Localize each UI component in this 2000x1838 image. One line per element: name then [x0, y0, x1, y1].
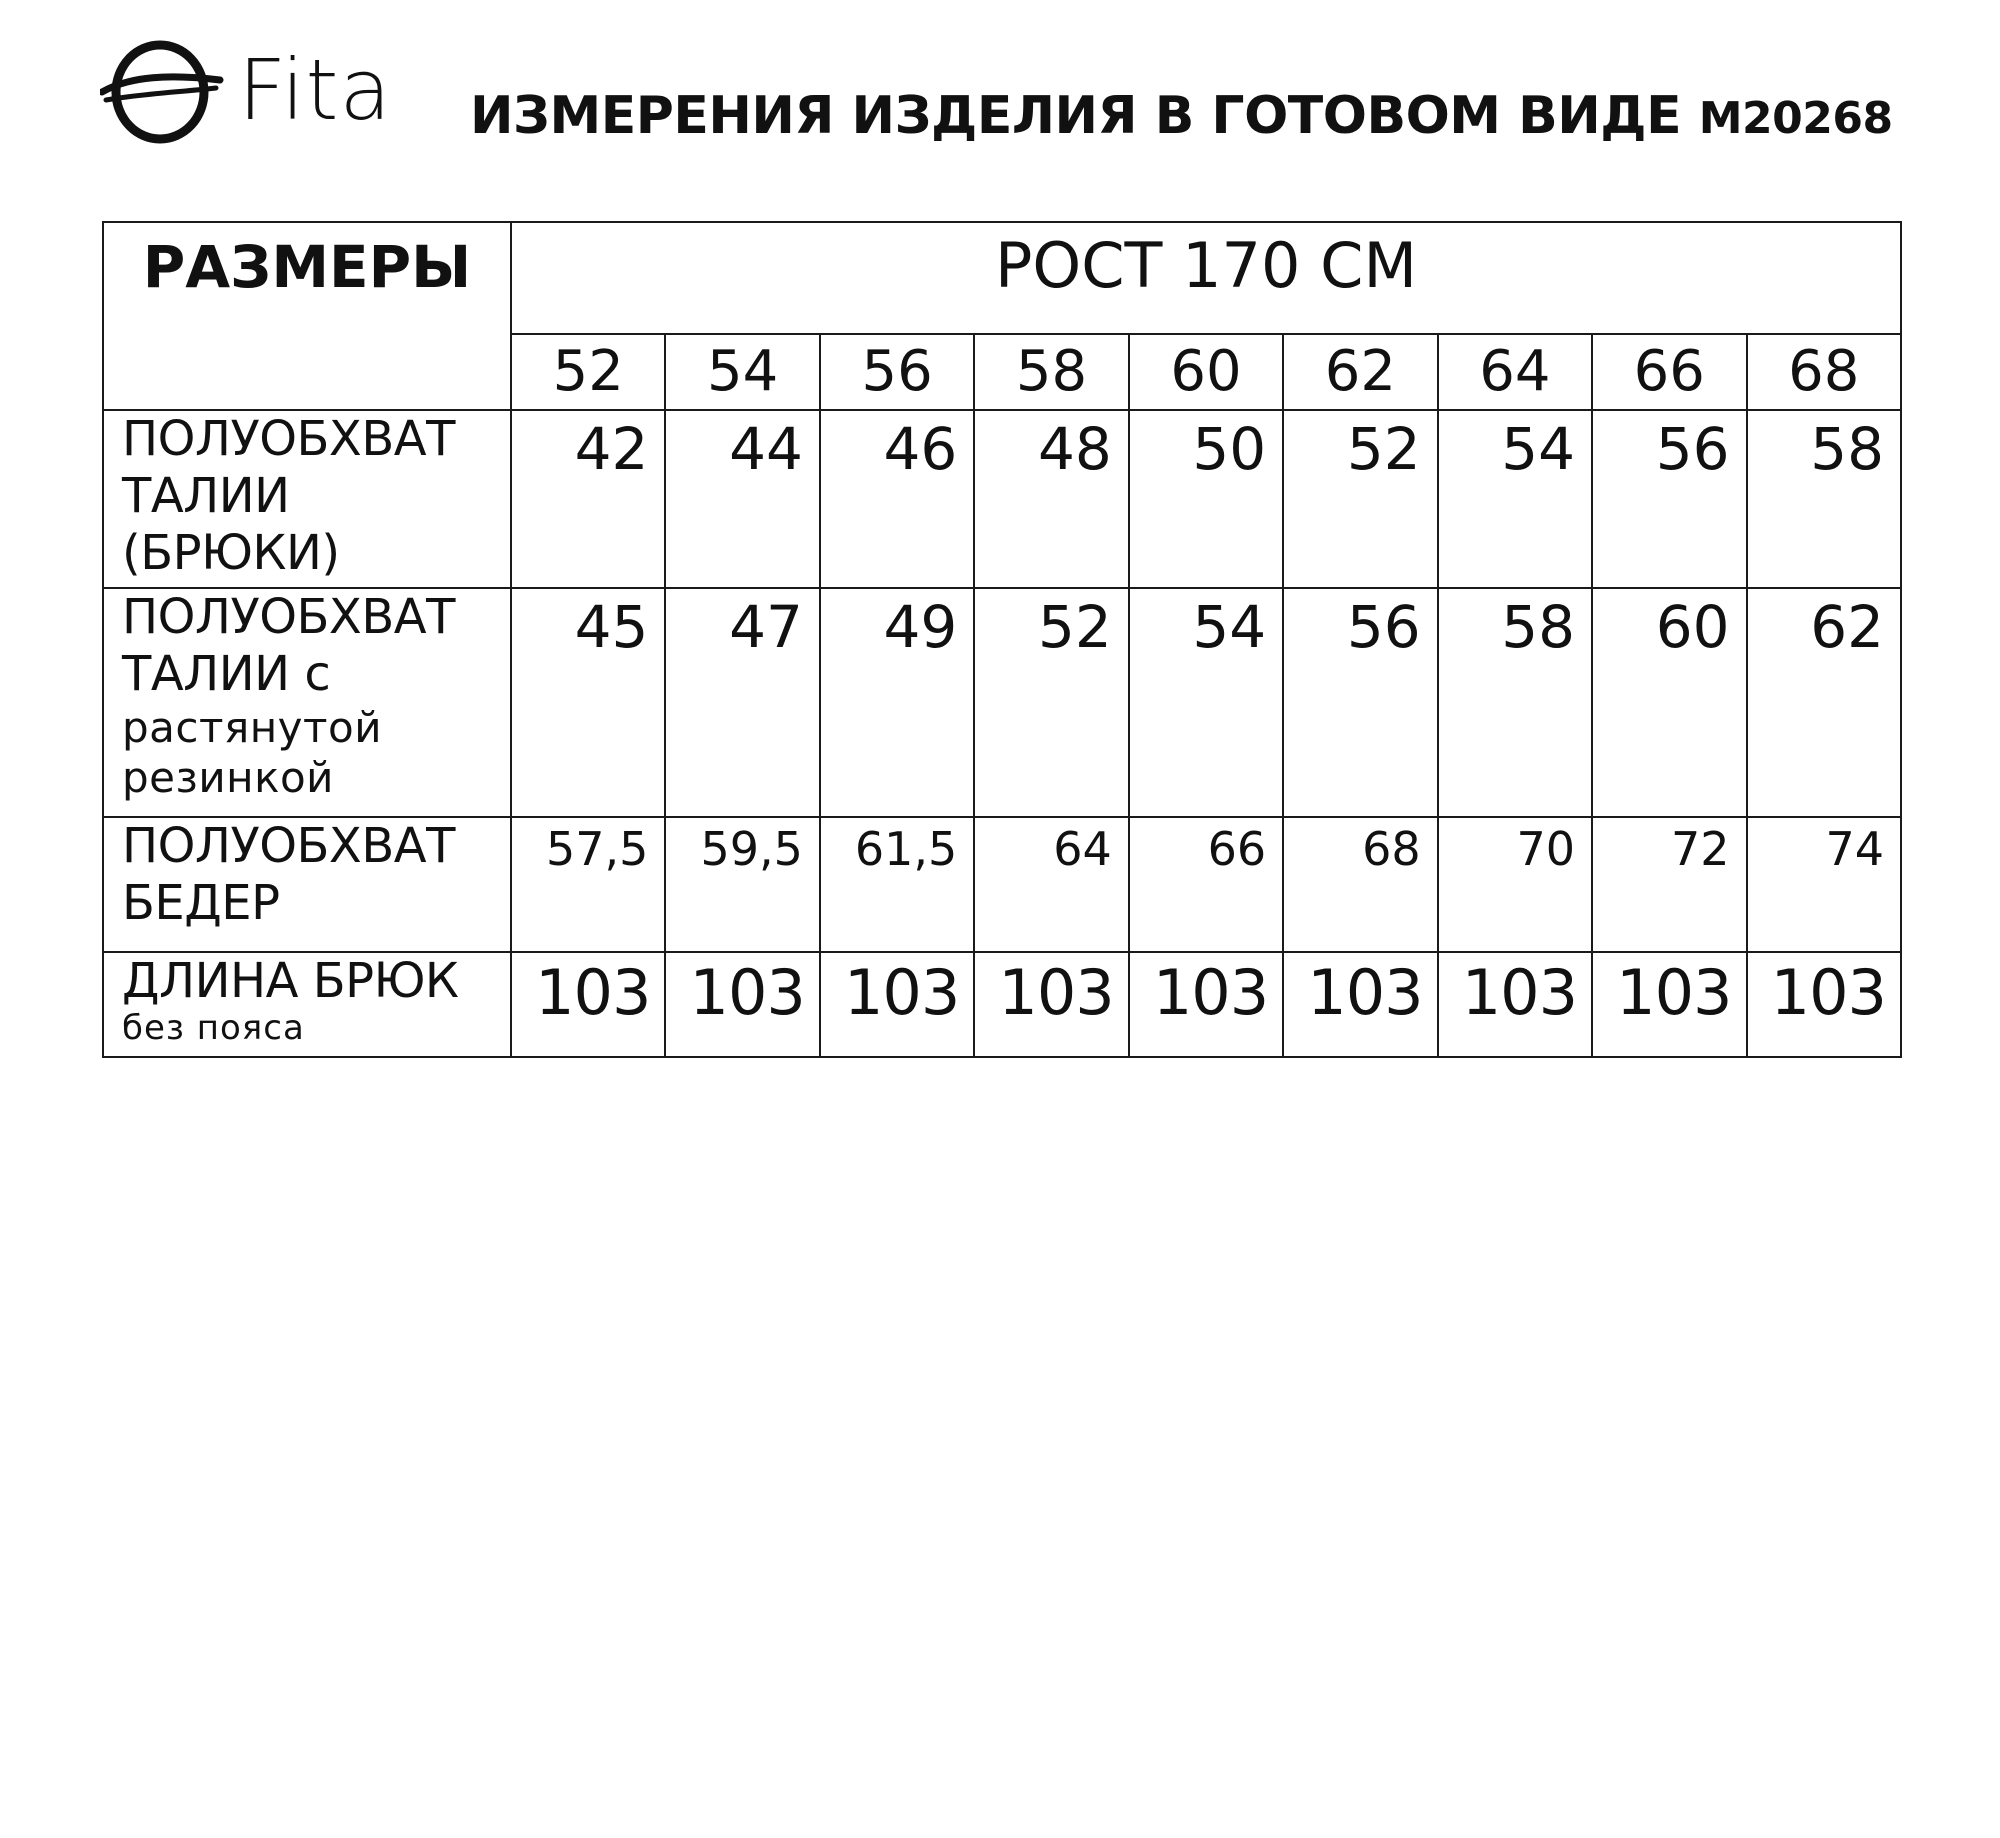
size-header: 68 — [1747, 334, 1902, 410]
model-number: M20268 — [1698, 93, 1893, 144]
table-cell: 72 — [1592, 817, 1746, 952]
table-cell: 47 — [665, 588, 819, 817]
size-header: 56 — [820, 334, 974, 410]
size-chart-table — [102, 221, 1902, 1058]
table-cell: 59,5 — [665, 817, 819, 952]
table-cell: 60 — [1592, 588, 1746, 817]
size-header: 60 — [1129, 334, 1283, 410]
size-header: 58 — [974, 334, 1128, 410]
table-cell: 103 — [820, 952, 974, 1057]
table-cell: 56 — [1592, 410, 1746, 588]
table-cell: 61,5 — [820, 817, 974, 952]
document-title-main: ИЗМЕРЕНИЯ ИЗДЕЛИЯ В ГОТОВОМ ВИДЕ — [470, 86, 1682, 146]
table-cell: 70 — [1438, 817, 1592, 952]
table-cell: 58 — [1747, 410, 1902, 588]
table-cell: 56 — [1283, 588, 1437, 817]
table-cell: 52 — [1283, 410, 1437, 588]
table-cell: 66 — [1129, 817, 1283, 952]
table-cell: 64 — [974, 817, 1128, 952]
table-cell: 50 — [1129, 410, 1283, 588]
table-header-row — [103, 222, 1901, 334]
table-cell: 103 — [1592, 952, 1746, 1057]
row-label-line: ТАЛИИ — [122, 468, 290, 524]
row-label-sub: без пояса — [122, 1008, 305, 1048]
row-label-line: ПОЛУОБХВАТ — [122, 411, 455, 467]
table-cell: 52 — [974, 588, 1128, 817]
table-cell: 58 — [1438, 588, 1592, 817]
table-cell: 103 — [1283, 952, 1437, 1057]
row-label-line: резинкой — [122, 753, 334, 802]
table-cell: 103 — [1747, 952, 1902, 1057]
table-row-hips — [103, 817, 1901, 952]
table-cell: 45 — [511, 588, 665, 817]
row-label-line: ПОЛУОБХВАТ — [122, 589, 455, 645]
size-header: 66 — [1592, 334, 1746, 410]
row-label-length — [103, 952, 511, 1057]
table-cell: 103 — [1129, 952, 1283, 1057]
size-header: 54 — [665, 334, 819, 410]
table-row-waist — [103, 410, 1901, 588]
size-header: 64 — [1438, 334, 1592, 410]
table-cell: 68 — [1283, 817, 1437, 952]
table-cell: 62 — [1747, 588, 1902, 817]
table-row-length — [103, 952, 1901, 1057]
size-header: 62 — [1283, 334, 1437, 410]
size-header: 52 — [511, 334, 665, 410]
brand-logo — [100, 36, 430, 146]
growth-header: РОСТ 170 СМ — [511, 222, 1901, 334]
table-cell: 103 — [974, 952, 1128, 1057]
row-label-waist — [103, 410, 511, 588]
row-label-waist-stretched — [103, 588, 511, 817]
table-cell: 42 — [511, 410, 665, 588]
table-cell: 48 — [974, 410, 1128, 588]
document-title — [470, 84, 1893, 151]
corner-header: РАЗМЕРЫ — [103, 222, 511, 410]
table-cell: 54 — [1438, 410, 1592, 588]
table-cell: 54 — [1129, 588, 1283, 817]
table-cell: 46 — [820, 410, 974, 588]
row-label-line: (БРЮКИ) — [122, 525, 340, 581]
row-label-line: ДЛИНА БРЮК — [122, 953, 459, 1009]
row-label-hips — [103, 817, 511, 952]
brand-name: Fita — [238, 41, 392, 139]
table-cell: 49 — [820, 588, 974, 817]
row-label-line: ТАЛИИ с — [122, 646, 331, 702]
table-cell: 103 — [511, 952, 665, 1057]
row-label-line: растянутой — [122, 703, 382, 752]
table-cell: 57,5 — [511, 817, 665, 952]
row-label-line: ПОЛУОБХВАТ — [122, 818, 455, 874]
table-cell: 74 — [1747, 817, 1902, 952]
table-row-waist-stretched — [103, 588, 1901, 817]
table-cell: 44 — [665, 410, 819, 588]
table-cell: 103 — [1438, 952, 1592, 1057]
row-label-line: БЕДЕР — [122, 875, 280, 931]
table-cell: 103 — [665, 952, 819, 1057]
fita-theta-icon — [100, 36, 224, 146]
